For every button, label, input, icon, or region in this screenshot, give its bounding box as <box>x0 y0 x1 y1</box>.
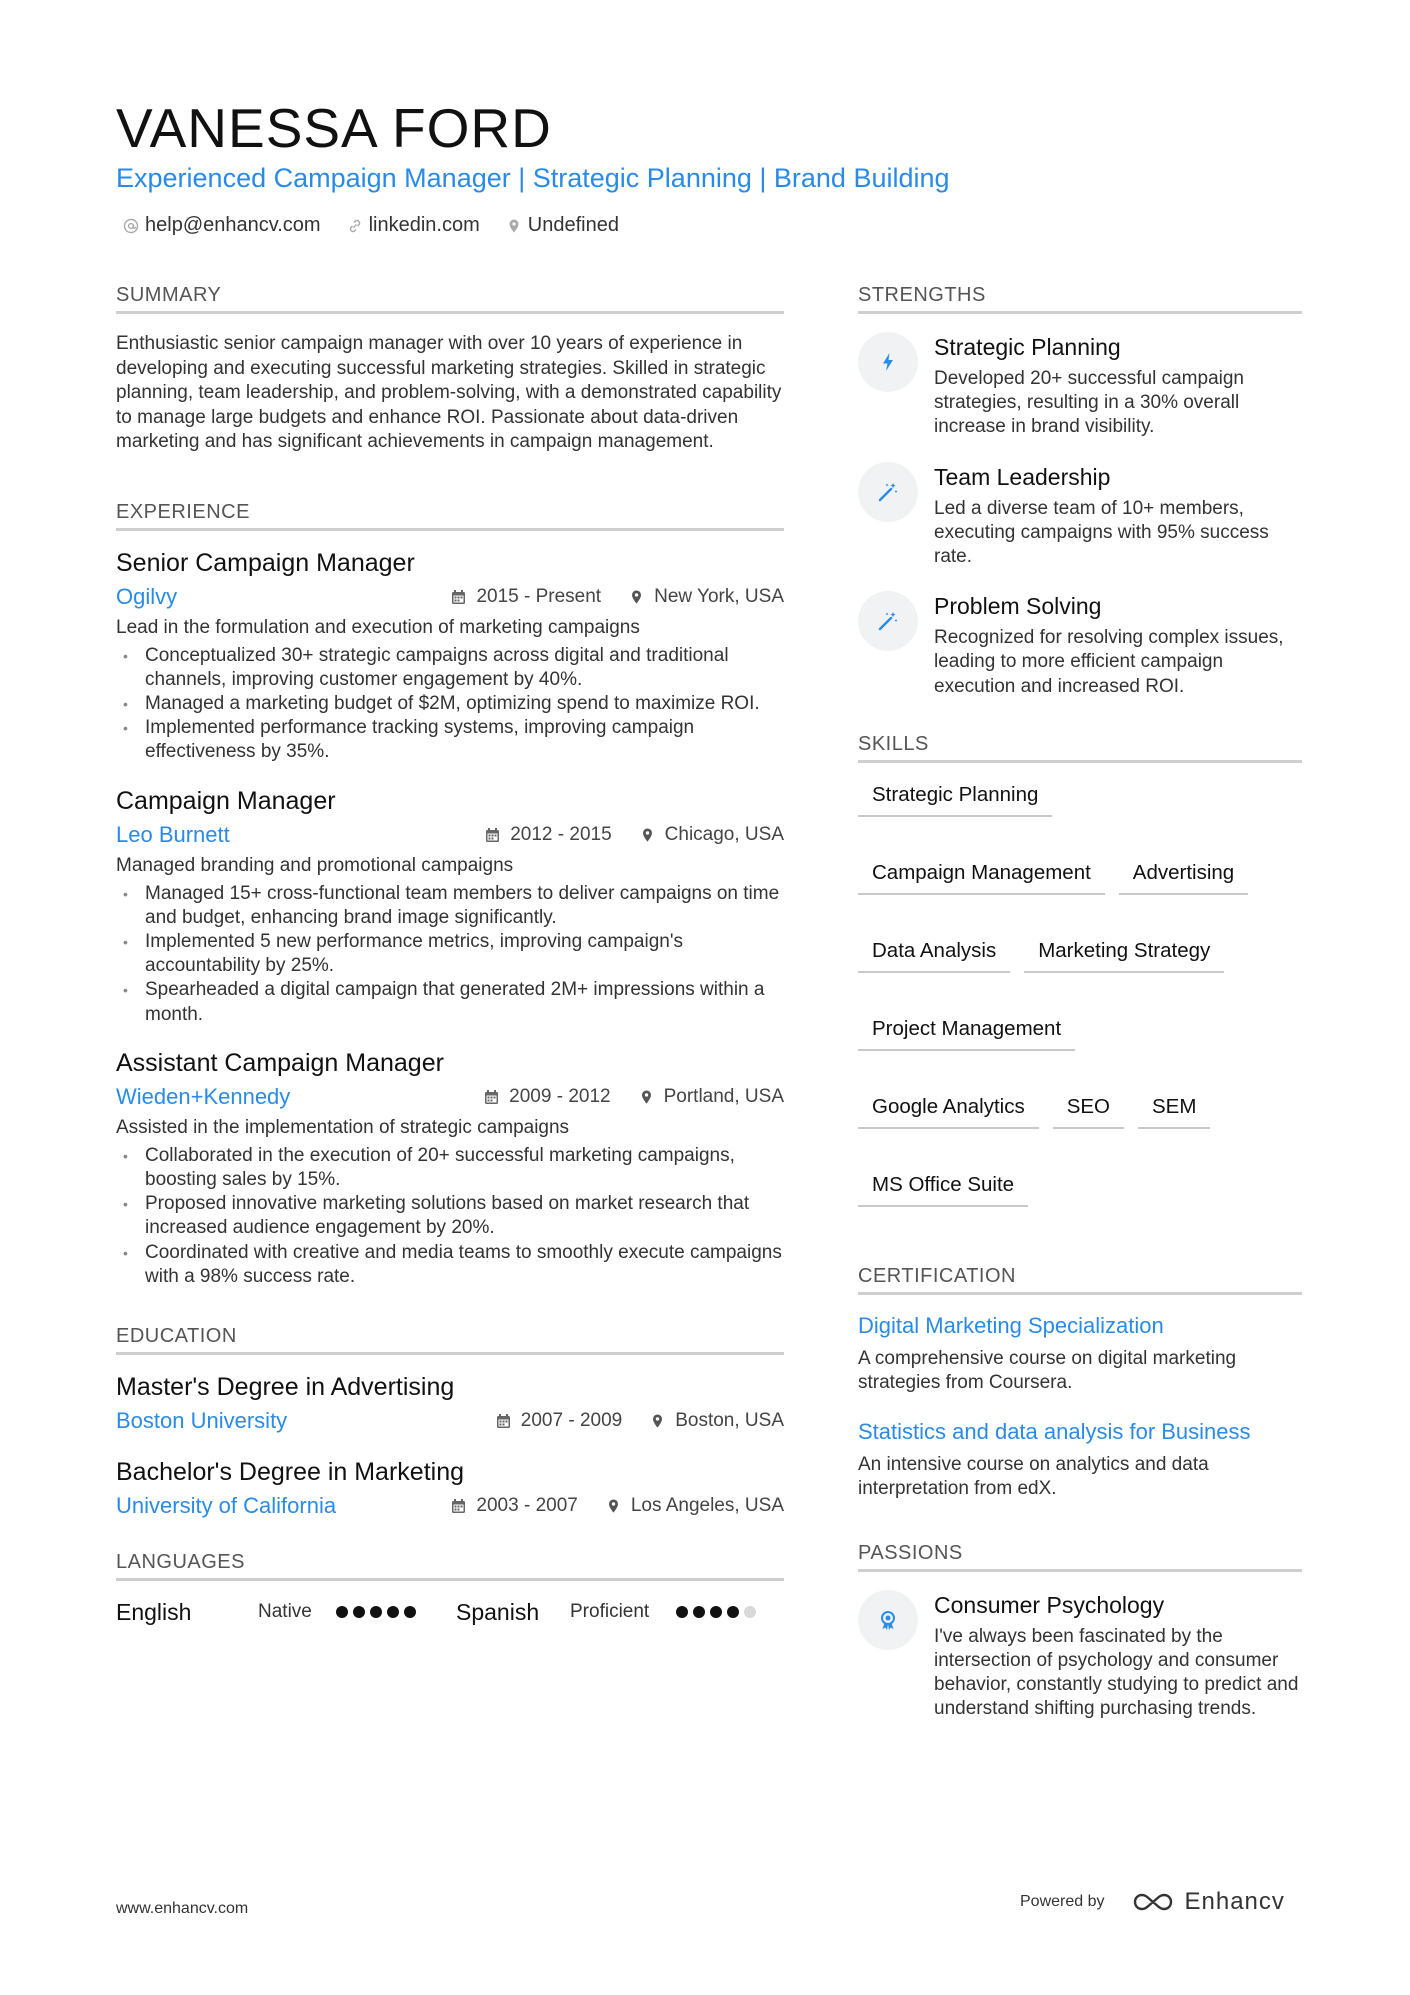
job-dates <box>484 1086 610 1108</box>
skill-tag: Campaign Management <box>858 861 1105 895</box>
rating-dot <box>387 1606 399 1618</box>
job-title: Senior Campaign Manager <box>116 548 415 577</box>
location-pin-icon <box>606 1498 621 1514</box>
strength-item <box>858 591 1302 699</box>
contact-location <box>506 214 619 237</box>
skill-tag: Advertising <box>1119 861 1248 895</box>
job-bullets <box>116 644 784 765</box>
language-name: English <box>116 1598 192 1625</box>
education-meta <box>116 1493 784 1519</box>
passion-description: I've always been fascinated by the intersection of psychology and consumer behavior, constantly studying to predict and understand shifting purchasing trends. <box>934 1625 1299 1720</box>
passion-icon-badge <box>858 1590 918 1650</box>
bullet-item: • Managed 15+ cross-functional team members to deliver campaigns on time and budget, enhancing brand image significantly. <box>116 882 784 930</box>
strength-item <box>858 462 1302 570</box>
job-location-text: Portland, USA <box>663 1085 784 1107</box>
language-name: Spanish <box>456 1598 540 1625</box>
enhancv-logo-icon <box>1131 1890 1177 1914</box>
strength-title: Problem Solving <box>934 593 1102 620</box>
job-title: Assistant Campaign Manager <box>116 1048 444 1077</box>
location-pin-icon <box>629 589 644 605</box>
summary-heading: SUMMARY <box>116 284 784 314</box>
education-location-text: Los Angeles, USA <box>630 1494 784 1516</box>
job-dates <box>485 824 611 846</box>
language-rating <box>336 1606 416 1618</box>
location-pin-icon <box>640 827 655 843</box>
job-location <box>629 586 784 608</box>
skill-tag: SEO <box>1053 1095 1124 1129</box>
job-dates <box>451 586 601 608</box>
at-icon <box>123 218 139 234</box>
bolt-icon <box>876 350 900 374</box>
passions-heading: PASSIONS <box>858 1542 1302 1572</box>
powered-by-label: Powered by <box>1020 1893 1105 1910</box>
summary-section <box>116 284 784 455</box>
skills-heading: SKILLS <box>858 733 1302 763</box>
education-dates-text: 2007 - 2009 <box>520 1409 623 1431</box>
rating-dot <box>693 1606 705 1618</box>
job-description: Assisted in the implementation of strategic campaigns <box>116 1116 570 1138</box>
education-dates-text: 2003 - 2007 <box>476 1494 578 1516</box>
certification-section <box>858 1265 1302 1502</box>
company-name[interactable]: Wieden+Kennedy <box>116 1083 291 1109</box>
language-rating <box>676 1606 756 1618</box>
passion-item <box>858 1590 1302 1722</box>
rating-dot <box>353 1606 365 1618</box>
passions-section <box>858 1542 1302 1722</box>
school-name[interactable]: Boston University <box>116 1407 288 1433</box>
strength-title: Team Leadership <box>934 463 1111 490</box>
experience-entry <box>116 549 784 765</box>
job-description: Lead in the formulation and execution of marketing campaigns <box>116 616 640 638</box>
experience-entry <box>116 1049 784 1289</box>
bullet-item: • Proposed innovative marketing solutions based on market research that increased audience engagement by 20%. <box>116 1192 784 1240</box>
bullet-item: • Coordinated with creative and media teams to smoothly execute campaigns with a 98% success rate. <box>116 1241 784 1289</box>
left-column <box>116 284 784 1626</box>
education-dates <box>451 1495 577 1517</box>
education-section <box>116 1325 784 1519</box>
bullet-item: • Spearheaded a digital campaign that generated 2M+ impressions within a month. <box>116 978 784 1026</box>
strength-description: Recognized for resolving complex issues, leading to more efficient campaign execution and increased ROI. <box>934 627 1284 697</box>
bullet-item: • Implemented performance tracking systems, improving campaign effectiveness by 35%. <box>116 716 784 764</box>
school-name[interactable]: University of California <box>116 1492 337 1518</box>
language-level: Proficient <box>570 1601 650 1623</box>
passion-title: Consumer Psychology <box>934 1591 1165 1618</box>
certification-item <box>858 1313 1302 1395</box>
languages-section <box>116 1551 784 1626</box>
calendar-icon <box>451 589 466 605</box>
certification-item <box>858 1419 1302 1501</box>
certification-description: A comprehensive course on digital marketing strategies from Coursera. <box>858 1347 1237 1394</box>
language-entry <box>456 1599 756 1626</box>
languages-heading: LANGUAGES <box>116 1551 784 1581</box>
brand-name: Enhancv <box>1184 1888 1285 1915</box>
education-location <box>650 1410 784 1432</box>
job-meta-right <box>451 586 784 608</box>
calendar-icon <box>485 827 500 843</box>
skill-tag: MS Office Suite <box>858 1173 1028 1207</box>
rating-dot <box>404 1606 416 1618</box>
certification-description: An intensive course on analytics and data interpretation from edX. <box>858 1454 1209 1500</box>
calendar-icon <box>496 1413 511 1429</box>
skill-tag: Project Management <box>858 1017 1075 1051</box>
job-description: Managed branding and promotional campaigns <box>116 854 514 876</box>
skill-tag: Data Analysis <box>858 939 1010 973</box>
company-name[interactable]: Leo Burnett <box>116 821 230 847</box>
skill-tag: Strategic Planning <box>858 783 1052 817</box>
strength-icon-badge <box>858 332 918 392</box>
education-meta <box>116 1408 784 1434</box>
skill-tag: Google Analytics <box>858 1095 1039 1129</box>
education-heading: EDUCATION <box>116 1325 784 1355</box>
certification-title[interactable]: Digital Marketing Specialization <box>858 1312 1164 1338</box>
job-meta <box>116 584 784 610</box>
strengths-section <box>858 284 1302 699</box>
link-icon <box>347 218 363 234</box>
rating-dot <box>370 1606 382 1618</box>
brand-logo[interactable] <box>1131 1888 1285 1916</box>
rating-dot <box>744 1606 756 1618</box>
job-bullets <box>116 1144 784 1289</box>
candidate-name: VANESSA FORD <box>116 97 552 159</box>
job-meta-right <box>484 1086 784 1108</box>
strength-icon-badge <box>858 591 918 651</box>
candidate-tagline: Experienced Campaign Manager | Strategic Planning | Brand Building <box>116 163 950 193</box>
contact-row <box>123 214 619 237</box>
skills-list <box>858 781 1302 1207</box>
job-location-text: New York, USA <box>654 585 784 607</box>
footer-website[interactable]: www.enhancv.com <box>116 1900 249 1917</box>
location-pin-icon <box>506 218 522 234</box>
job-dates-text: 2015 - Present <box>476 585 602 607</box>
degree-title: Bachelor's Degree in Marketing <box>116 1457 464 1486</box>
job-dates-text: 2012 - 2015 <box>510 823 612 845</box>
education-location <box>606 1495 784 1517</box>
experience-entry <box>116 787 784 1027</box>
bullet-item: • Collaborated in the execution of 20+ successful marketing campaigns, boosting sales by 15%. <box>116 1144 784 1192</box>
strength-description: Developed 20+ successful campaign strategies, resulting in a 30% overall increase in brand visibility. <box>934 368 1244 438</box>
strength-icon-badge <box>858 462 918 522</box>
skill-tag: Marketing Strategy <box>1024 939 1224 973</box>
experience-section <box>116 501 784 1289</box>
calendar-icon <box>484 1089 499 1105</box>
degree-title: Master's Degree in Advertising <box>116 1372 455 1401</box>
bullet-item: • Conceptualized 30+ strategic campaigns across digital and traditional channels, improving customer engagement by 40%. <box>116 644 784 692</box>
skill-tag: SEM <box>1138 1095 1210 1129</box>
education-location-text: Boston, USA <box>675 1409 784 1431</box>
right-column <box>858 284 1302 1721</box>
education-meta-right <box>451 1495 784 1517</box>
skills-section <box>858 733 1302 1207</box>
education-entry <box>116 1373 784 1434</box>
job-location-text: Chicago, USA <box>664 823 784 845</box>
experience-heading: EXPERIENCE <box>116 501 784 531</box>
job-bullets <box>116 882 784 1027</box>
contact-linkedin[interactable] <box>347 214 480 237</box>
certification-title[interactable]: Statistics and data analysis for Business <box>858 1419 1251 1445</box>
language-entry <box>116 1599 456 1626</box>
bullet-item: • Implemented 5 new performance metrics, improving campaign's accountability by 25%. <box>116 930 784 978</box>
rating-dot <box>727 1606 739 1618</box>
calendar-icon <box>451 1498 466 1514</box>
job-location <box>640 824 784 846</box>
education-meta-right <box>496 1410 784 1432</box>
education-entry <box>116 1458 784 1519</box>
location-pin-icon <box>650 1413 665 1429</box>
strength-title: Strategic Planning <box>934 334 1121 360</box>
footer-branding <box>1020 1888 1285 1916</box>
language-level: Native <box>258 1601 312 1623</box>
job-meta <box>116 1084 784 1110</box>
strengths-heading: STRENGTHS <box>858 284 1302 314</box>
award-icon <box>876 1608 900 1632</box>
languages-row <box>116 1599 784 1626</box>
company-name[interactable]: Ogilvy <box>116 583 178 609</box>
location-text: Undefined <box>527 214 619 236</box>
magic-wand-icon <box>876 609 900 633</box>
location-pin-icon <box>639 1089 654 1105</box>
contact-email[interactable] <box>123 214 321 237</box>
bullet-item: • Managed a marketing budget of $2M, optimizing spend to maximize ROI. <box>116 692 784 716</box>
job-meta <box>116 822 784 848</box>
job-meta-right <box>485 824 784 846</box>
education-dates <box>496 1410 622 1432</box>
magic-wand-icon <box>876 480 900 504</box>
job-dates-text: 2009 - 2012 <box>509 1085 611 1107</box>
certification-heading: CERTIFICATION <box>858 1265 1302 1295</box>
job-title: Campaign Manager <box>116 786 336 815</box>
summary-text: Enthusiastic senior campaign manager with over 10 years of experience in developing and executing successful marketing strategies. Skilled in strategic planning, team leadership, and problem-solving, with a demonstrated capability to manage large budgets and enhance ROI. Passionate about data-driven marketing and has significant achievements in campaign management. <box>116 333 782 452</box>
job-location <box>639 1086 784 1108</box>
rating-dot <box>676 1606 688 1618</box>
email-text: help@enhancv.com <box>145 214 321 236</box>
rating-dot <box>710 1606 722 1618</box>
strength-item <box>858 332 1302 440</box>
rating-dot <box>336 1606 348 1618</box>
linkedin-text: linkedin.com <box>368 214 480 236</box>
strength-description: Led a diverse team of 10+ members, executing campaigns with 95% success rate. <box>934 497 1269 568</box>
